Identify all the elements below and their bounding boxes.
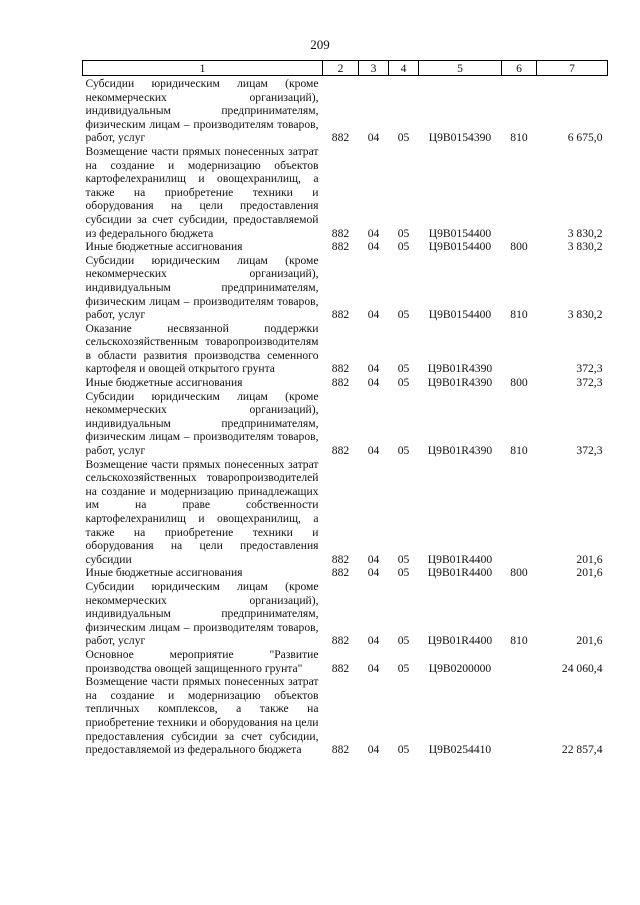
row-amount: 201,6: [576, 634, 603, 648]
budget-table: [82, 60, 608, 757]
row-name: Возмещение части прямых понесенных затрат сельскохозяйственных товаропроизводителей на создание и модернизацию принадлежащих им на праве собственности картофелехранилищ и овощехранилищ, а также на приобретение техники и оборудования на цели предоставления субсидии: [85, 457, 319, 566]
row-kind: 810: [510, 131, 528, 145]
row-ministry: 882: [331, 566, 350, 580]
row-subsection: 05: [397, 240, 410, 254]
table-header-row: [83, 61, 608, 76]
row-target: Ц9В01R4400: [427, 566, 493, 580]
row-name: Основное мероприятие "Развитие производства овощей защищенного грунта": [85, 647, 319, 675]
row-target: Ц9В0154400: [428, 240, 492, 254]
row-name: Субсидии юридическим лицам (кроме некоммерческих организаций), индивидуальным предпринимателям, физическим лицам – производителям товаров, работ, услуг: [85, 77, 319, 145]
table-row: [83, 580, 608, 648]
row-target: Ц9В01R4390: [427, 376, 493, 390]
row-kind: [502, 675, 537, 757]
row-amount: 3 830,2: [567, 308, 603, 322]
table-row: [83, 254, 608, 322]
table-row: [83, 322, 608, 376]
table-body: [83, 76, 608, 757]
row-amount: 201,6: [576, 566, 603, 580]
row-name: Возмещение части прямых понесенных затрат на создание и модернизацию объектов картофелехранилищ и овощехранилищ, а также на приобретение техники и оборудования на цели предоставления субсидии за счет субсидии, предоставляемой из федерального бюджета: [85, 144, 319, 240]
row-amount: 6 675,0: [567, 131, 603, 145]
row-ministry: 882: [331, 226, 350, 240]
row-amount: 201,6: [576, 552, 603, 566]
row-target: Ц9В0154400: [428, 308, 492, 322]
row-ministry: 882: [331, 552, 350, 566]
row-ministry: 882: [331, 634, 350, 648]
column-header-subsection: 4: [389, 61, 419, 76]
row-target: Ц9В0154400: [428, 226, 492, 240]
column-header-target: 5: [419, 61, 502, 76]
row-subsection: 05: [397, 566, 410, 580]
column-header-amount: 7: [537, 61, 608, 76]
row-target: Ц9В01R4390: [427, 362, 493, 376]
row-subsection: 05: [397, 131, 410, 145]
row-section: 04: [367, 661, 380, 675]
row-target: Ц9В01R4400: [427, 634, 493, 648]
row-section: 04: [367, 226, 380, 240]
row-ministry: 882: [331, 661, 350, 675]
table-row: [83, 566, 608, 580]
row-ministry: 882: [331, 743, 350, 757]
row-name: Субсидии юридическим лицам (кроме некоммерческих организаций), индивидуальным предпринимателям, физическим лицам – производителям товаров, работ, услуг: [85, 389, 319, 458]
column-header-ministry: 2: [323, 61, 359, 76]
row-kind: 800: [510, 240, 528, 254]
row-target: Ц9В0154390: [428, 131, 492, 145]
row-kind: 800: [510, 376, 528, 390]
row-subsection: 05: [397, 376, 410, 390]
page-number: 209: [310, 37, 330, 52]
row-section: 04: [367, 240, 380, 254]
row-amount: 22 857,4: [561, 743, 603, 757]
row-name: Возмещение части прямых понесенных затрат на создание и модернизацию объектов тепличных комплексов, а также на приобретение техники и оборудования на цели предоставления субсидии за счет субсидии, предоставляемой из федерального бюджета: [85, 675, 319, 757]
table-row: [83, 458, 608, 567]
row-amount: 24 060,4: [561, 661, 603, 675]
column-header-section: 3: [359, 61, 389, 76]
row-subsection: 05: [397, 308, 410, 322]
row-amount: 3 830,2: [567, 226, 603, 240]
table-row: [83, 240, 608, 254]
row-amount: 372,3: [576, 444, 603, 458]
row-name: Субсидии юридическим лицам (кроме некоммерческих организаций), индивидуальным предпринимателям, физическим лицам – производителям товаров, работ, услуг: [85, 253, 319, 322]
row-section: 04: [367, 376, 380, 390]
row-kind: [502, 648, 537, 675]
row-subsection: 05: [397, 362, 410, 376]
row-target: Ц9В01R4390: [427, 444, 493, 458]
row-section: 04: [367, 634, 380, 648]
row-section: 04: [367, 362, 380, 376]
row-section: 04: [367, 743, 380, 757]
row-kind: 800: [510, 566, 528, 580]
row-subsection: 05: [397, 552, 410, 566]
row-ministry: 882: [331, 308, 350, 322]
row-ministry: 882: [331, 362, 350, 376]
row-name: Субсидии юридическим лицам (кроме некоммерческих организаций), индивидуальным предпринимателям, физическим лицам – производителям товаров, работ, услуг: [85, 579, 319, 648]
table-row: [83, 76, 608, 145]
row-subsection: 05: [397, 226, 410, 240]
row-target: Ц9В0254410: [428, 743, 492, 757]
row-target: Ц9В01R4400: [427, 552, 493, 566]
row-kind: 810: [510, 634, 528, 648]
row-ministry: 882: [331, 240, 350, 254]
column-header-name: 1: [83, 61, 323, 76]
row-subsection: 05: [397, 444, 410, 458]
row-amount: 3 830,2: [567, 240, 603, 254]
row-subsection: 05: [397, 743, 410, 757]
row-subsection: 05: [397, 634, 410, 648]
column-header-kind: 6: [502, 61, 537, 76]
row-target: Ц9В0200000: [428, 661, 492, 675]
row-section: 04: [367, 566, 380, 580]
table-row: [83, 145, 608, 240]
row-subsection: 05: [397, 661, 410, 675]
row-name: Иные бюджетные ассигнования: [85, 566, 243, 580]
row-ministry: 882: [331, 376, 350, 390]
table-row: [83, 376, 608, 390]
row-kind: [502, 322, 537, 376]
row-name: Оказание несвязанной поддержки сельскохозяйственным товаропроизводителям в области развития производства семенного картофеля и овощей открытого грунта: [85, 321, 319, 376]
row-amount: 372,3: [576, 376, 603, 390]
row-kind: 810: [510, 308, 528, 322]
row-name: Иные бюджетные ассигнования: [85, 376, 243, 390]
row-ministry: 882: [331, 131, 350, 145]
row-section: 04: [367, 308, 380, 322]
row-name: Иные бюджетные ассигнования: [85, 240, 243, 254]
row-kind: [502, 458, 537, 567]
row-amount: 372,3: [576, 362, 603, 376]
row-ministry: 882: [331, 444, 350, 458]
row-section: 04: [367, 552, 380, 566]
row-section: 04: [367, 131, 380, 145]
table-row: [83, 648, 608, 675]
table-row: [83, 390, 608, 458]
row-section: 04: [367, 444, 380, 458]
table-row: [83, 675, 608, 757]
row-kind: 810: [510, 444, 528, 458]
row-kind: [502, 145, 537, 240]
